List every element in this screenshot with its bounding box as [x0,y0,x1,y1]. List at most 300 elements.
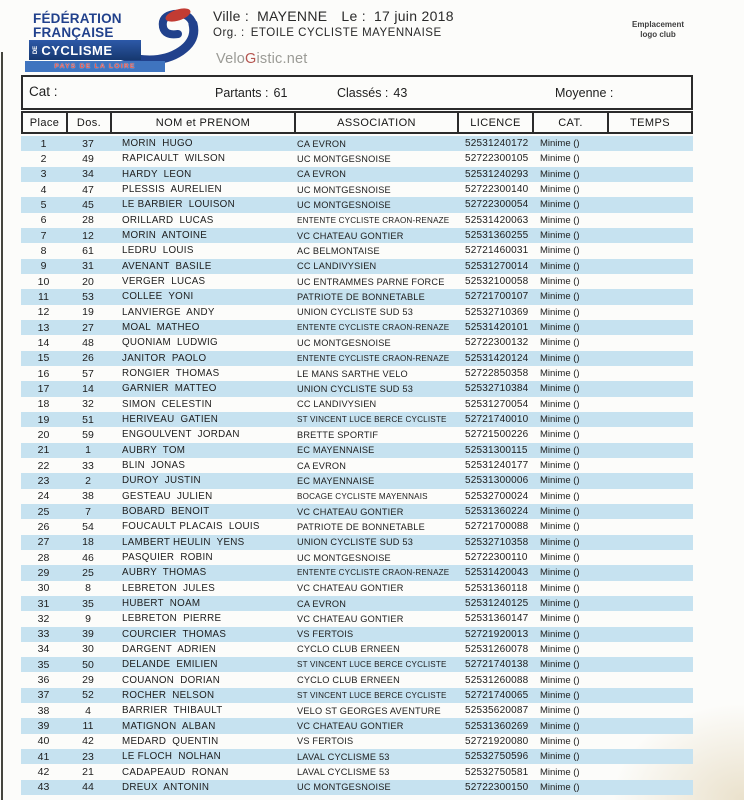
row-association: VC CHATEAU GONTIER [297,230,404,241]
row-licence: 52722300105 [465,153,529,165]
result-row [21,351,693,366]
row-dossard: 8 [85,582,91,595]
row-association: PATRIOTE DE BONNETABLE [297,521,425,532]
row-dossard: 12 [82,229,94,242]
row-category: Minime () [540,337,580,349]
row-name: AUBRY THOMAS [122,567,207,579]
result-row [21,397,693,412]
result-row [21,259,693,274]
row-place: 40 [37,735,50,748]
result-row [21,228,693,243]
row-name: DELANDE EMILIEN [122,659,218,671]
row-licence: 52721460031 [465,245,529,257]
date-label: Le : [341,8,366,24]
row-category: Minime () [540,552,580,564]
result-row [21,197,693,212]
row-association: PATRIOTE DE BONNETABLE [297,291,425,302]
row-name: LE FLOCH NOLHAN [122,751,221,763]
row-category: Minime () [540,352,580,364]
row-place: 22 [37,459,50,472]
row-dossard: 20 [82,275,94,288]
result-row [21,458,693,473]
row-place: 38 [37,704,50,717]
row-licence: 52532710358 [465,536,529,548]
row-licence: 52531420043 [465,567,529,579]
row-licence: 52531420124 [465,352,529,364]
velogistic-watermark: VeloGistic.net [216,51,308,67]
row-name: BARRIER THIBAULT [122,705,223,717]
row-dossard: 35 [82,597,94,610]
row-licence: 52531420101 [465,322,529,334]
row-licence: 52532710369 [465,306,529,318]
row-dossard: 42 [82,735,94,748]
row-category: Minime () [540,720,580,732]
row-dossard: 31 [82,260,94,273]
starters-value: 61 [273,86,288,100]
column-header-licence: LICENCE [457,111,532,134]
row-name: ENGOULVENT JORDAN [122,429,240,441]
row-category: Minime () [540,276,580,288]
result-row [21,519,693,534]
row-category: Minime () [540,383,580,395]
result-row [21,335,693,350]
club-logo-placeholder: Emplacement logo club [631,20,685,39]
row-association: CC LANDIVYSIEN [297,261,377,272]
result-row [21,734,693,749]
row-place: 17 [37,382,50,395]
row-name: MORIN HUGO [122,138,193,150]
row-category: Minime () [540,168,580,180]
finishers-value: 43 [393,86,408,100]
row-licence: 52531300006 [465,475,529,487]
result-row [21,274,693,289]
row-name: COURCIER THOMAS [122,628,227,640]
result-row [21,473,693,488]
row-place: 26 [37,520,50,533]
row-name: GESTEAU JULIEN [122,490,213,502]
row-dossard: 4 [85,704,91,717]
row-category: Minime () [540,781,580,793]
row-licence: 52532750596 [465,751,529,763]
result-row [21,565,693,580]
result-row [21,535,693,550]
result-row [21,427,693,442]
row-name: LEBRETON JULES [122,582,216,594]
row-place: 30 [37,582,50,595]
row-licence: 52721740010 [465,414,529,426]
column-header-dossard: Dos. [66,111,110,134]
row-category: Minime () [540,153,580,165]
result-row [21,688,693,703]
row-dossard: 39 [82,628,94,641]
date-value: 17 juin 2018 [373,8,454,24]
row-association: LAVAL CYCLISME 53 [297,767,390,778]
row-place: 12 [37,306,50,319]
row-category: Minime () [540,598,580,609]
row-place: 32 [37,612,50,625]
row-licence: 52531260078 [465,643,529,655]
result-row [21,489,693,504]
row-licence: 52531300115 [465,444,528,456]
row-dossard: 1 [85,444,91,457]
row-category: Minime () [540,705,580,717]
column-header-association: ASSOCIATION [294,111,457,134]
row-name: LE BARBIER LOUISON [122,199,235,211]
row-name: FOUCAULT PLACAIS LOUIS [122,521,260,533]
result-row [21,764,693,779]
row-place: 8 [40,244,47,257]
row-place: 16 [37,367,50,380]
row-place: 18 [37,398,50,411]
row-place: 41 [37,750,50,763]
logo-de-text: DE [33,45,40,55]
row-category: Minime () [540,766,580,778]
row-name: MORIN ANTOINE [122,230,208,242]
row-place: 31 [37,597,50,610]
category-label: Cat : [29,84,58,99]
row-place: 6 [40,214,47,227]
row-category: Minime () [540,628,580,640]
row-association: EC MAYENNAISE [297,445,375,456]
row-dossard: 53 [82,290,94,303]
row-licence: 52721920080 [465,735,529,747]
result-row [21,581,693,596]
row-dossard: 59 [82,428,94,441]
row-dossard: 9 [85,612,91,625]
result-row [21,289,693,304]
row-name: COUANON DORIAN [122,674,221,686]
row-association: ST VINCENT LUCE BERCE CYCLISTE [297,660,447,670]
row-name: DARGENT ADRIEN [122,643,217,655]
row-place: 23 [37,474,50,487]
row-category: Minime () [540,735,580,747]
ffc-logo [20,6,205,72]
row-place: 11 [38,290,49,303]
row-dossard: 45 [82,198,94,211]
row-licence: 52531360118 [465,582,528,594]
row-licence: 52721700107 [465,291,529,303]
city-date-line [213,8,454,24]
row-dossard: 2 [85,474,91,487]
row-dossard: 11 [82,720,94,733]
result-row [21,611,693,626]
row-association: UC ENTRAMMES PARNE FORCE [297,276,445,287]
row-place: 14 [37,336,50,349]
row-licence: 52721500226 [465,429,529,441]
row-name: LANVIERGE ANDY [122,306,215,318]
row-association: UNION CYCLISTE SUD 53 [297,383,414,394]
row-association: VC CHATEAU GONTIER [297,583,404,594]
row-licence: 52531360147 [465,613,529,625]
row-place: 5 [40,198,47,211]
result-row [21,366,693,381]
row-place: 4 [40,183,47,196]
row-category: Minime () [540,245,580,257]
row-name: SIMON CELESTIN [122,398,212,410]
row-name: DREUX ANTONIN [122,781,210,793]
row-dossard: 18 [82,536,94,549]
row-category: Minime () [540,199,580,211]
row-place: 34 [37,643,50,656]
row-dossard: 27 [82,321,94,334]
row-licence: 52722850358 [465,368,529,380]
row-association: ST VINCENT LUCE BERCE CYCLISTE [297,690,447,700]
row-name: GARNIER MATTEO [122,383,217,395]
row-association: UC MONTGESNOISE [297,552,391,563]
row-licence: 52531240177 [465,460,529,472]
row-dossard: 25 [82,566,94,579]
row-licence: 52721740065 [465,689,529,701]
row-place: 35 [37,658,50,671]
row-licence: 52722300150 [465,781,529,793]
row-name: ROCHER NELSON [122,689,215,701]
row-name: AVENANT BASILE [122,260,212,272]
row-dossard: 44 [82,781,94,794]
result-row [21,412,693,427]
row-dossard: 46 [82,551,94,564]
row-association: ENTENTE CYCLISTE CRAON-RENAZE [297,215,450,225]
row-category: Minime () [540,659,580,671]
result-row [21,780,693,795]
result-row [21,642,693,657]
row-category: Minime () [540,567,580,579]
row-association: LE MANS SARTHE VELO [297,368,408,379]
row-category: Minime () [540,291,580,303]
scan-edge-line [1,52,3,800]
row-licence: 52535620087 [465,705,529,717]
result-row [21,672,693,687]
row-place: 15 [37,352,50,365]
row-licence: 52721920013 [465,628,529,640]
row-category: Minime () [540,536,580,548]
result-row [21,627,693,642]
row-association: AC BELMONTAISE [297,245,380,256]
row-association: BOCAGE CYCLISTE MAYENNAIS [297,491,428,501]
row-licence: 52531260088 [465,674,529,686]
row-dossard: 32 [82,398,94,411]
row-category: Minime () [540,214,580,226]
row-dossard: 28 [82,214,94,227]
result-row [21,381,693,396]
result-row [21,657,693,672]
result-row [21,305,693,320]
row-association: CA EVRON [297,460,347,471]
row-place: 10 [37,275,50,288]
row-association: VC CHATEAU GONTIER [297,721,404,732]
summary-box [21,75,693,110]
row-licence: 52531270014 [465,260,529,272]
row-dossard: 51 [82,413,94,426]
row-place: 37 [37,689,50,702]
row-licence: 52531360224 [465,506,529,518]
row-place: 29 [37,566,50,579]
row-place: 2 [40,152,47,165]
row-name: PLESSIS AURELIEN [122,184,222,196]
result-row [21,182,693,197]
row-category: Minime () [540,138,580,150]
row-place: 42 [37,766,50,779]
row-place: 20 [37,428,50,441]
row-dossard: 7 [85,505,91,518]
organizer-value: ETOILE CYCLISTE MAYENNAISE [250,27,442,39]
row-association: VC CHATEAU GONTIER [297,613,404,624]
row-association: CA EVRON [297,138,347,149]
row-licence: 52532750581 [465,766,529,778]
row-association: UC MONTGESNOISE [297,337,391,348]
row-place: 21 [37,444,50,457]
row-name: PASQUIER ROBIN [122,552,213,564]
result-row [21,596,693,611]
organizer-line [213,27,442,39]
result-row [21,504,693,519]
result-row [21,320,693,335]
row-name: COLLEE YONI [122,291,194,303]
row-category: Minime () [540,460,580,472]
row-place: 19 [37,413,50,426]
row-category: Minime () [540,490,580,502]
starters-field: Partants : 61 [215,86,288,100]
results-table-body [21,136,693,795]
row-name: JANITOR PAOLO [122,352,207,364]
row-dossard: 61 [82,244,94,257]
row-place: 1 [40,137,47,150]
result-row [21,243,693,258]
row-licence: 52531240293 [465,168,529,180]
row-place: 43 [37,781,50,794]
row-dossard: 34 [82,168,94,181]
row-name: QUONIAM LUDWIG [122,337,218,349]
logo-region-text: PAYS DE LA LOIRE [54,63,136,70]
row-dossard: 50 [82,658,94,671]
row-name: RONGIER THOMAS [122,368,220,380]
row-association: EC MAYENNAISE [297,475,375,486]
result-row [21,718,693,733]
row-licence: 52531360255 [465,230,529,242]
row-association: BRETTE SPORTIF [297,429,379,440]
row-place: 28 [37,551,50,564]
result-row [21,136,693,151]
row-name: HARDY LEON [122,168,192,180]
row-association: UC MONTGESNOISE [297,199,391,210]
row-association: UC MONTGESNOISE [297,153,391,164]
row-place: 9 [40,260,47,273]
row-licence: 52532700024 [465,490,529,502]
result-row [21,213,693,228]
column-header-time: TEMPS [607,111,693,134]
row-place: 25 [37,505,50,518]
row-licence: 52722300140 [465,184,529,196]
column-header-place: Place [21,111,66,134]
row-category: Minime () [540,322,580,334]
row-name: VERGER LUCAS [122,276,206,288]
row-category: Minime () [540,368,580,380]
row-category: Minime () [540,414,580,426]
row-place: 13 [37,321,50,334]
row-dossard: 29 [82,674,94,687]
row-association: CA EVRON [297,169,347,180]
row-licence: 52532100058 [465,276,529,288]
logo-region-strip [25,61,165,72]
row-category: Minime () [540,306,580,318]
row-licence: 52531270054 [465,398,529,410]
row-place: 33 [37,628,50,641]
row-name: LEDRU LOUIS [122,245,194,257]
row-licence: 52722300054 [465,199,529,211]
row-association: VC CHATEAU GONTIER [297,506,404,517]
row-association: ENTENTE CYCLISTE CRAON-RENAZE [297,568,450,578]
row-category: Minime () [540,582,580,594]
finishers-field: Classés : 43 [337,86,408,100]
row-dossard: 14 [82,382,94,395]
row-name: RAPICAULT WILSON [122,153,226,165]
row-category: Minime () [540,751,580,763]
row-licence: 52532710384 [465,383,529,395]
result-row [21,749,693,764]
row-dossard: 49 [82,152,94,165]
result-row [21,550,693,565]
row-association: CYCLO CLUB ERNEEN [297,675,400,686]
row-dossard: 52 [82,689,94,702]
row-association: CA EVRON [297,598,347,609]
row-name: AUBRY TOM [122,444,186,456]
organizer-label: Org. : [213,27,245,39]
row-name: BOBARD BENOIT [122,506,210,518]
row-name: DUROY JUSTIN [122,475,201,487]
row-name: ORILLARD LUCAS [122,214,214,226]
results-table-header [21,111,693,134]
row-dossard: 19 [82,306,94,319]
row-category: Minime () [540,674,580,686]
row-association: VS FERTOIS [297,736,354,747]
logo-cyclisme-text: CYCLISME [41,42,113,58]
row-category: Minime () [540,613,580,625]
row-name: LEBRETON PIERRE [122,613,222,625]
row-association: VS FERTOIS [297,629,354,640]
row-category: Minime () [540,260,580,272]
row-licence: 52721740138 [465,659,529,671]
row-place: 7 [40,229,47,242]
row-dossard: 33 [82,459,94,472]
row-name: BLIN JONAS [122,460,186,472]
row-name: MATIGNON ALBAN [122,720,216,732]
row-place: 39 [37,720,50,733]
result-row [21,151,693,166]
row-licence: 52531420063 [465,214,529,226]
row-licence: 52722300110 [465,552,528,564]
row-association: CC LANDIVYSIEN [297,399,377,410]
row-association: LAVAL CYCLISME 53 [297,751,390,762]
row-category: Minime () [540,643,580,655]
row-place: 27 [37,536,50,549]
row-dossard: 21 [82,766,94,779]
row-association: CYCLO CLUB ERNEEN [297,644,400,655]
row-association: ENTENTE CYCLISTE CRAON-RENAZE [297,353,450,363]
row-place: 3 [40,168,47,181]
row-category: Minime () [540,230,580,242]
row-dossard: 37 [82,137,94,150]
row-category: Minime () [540,506,580,518]
result-row [21,443,693,458]
row-association: VELO ST GEORGES AVENTURE [297,705,441,716]
row-association: ST VINCENT LUCE BERCE CYCLISTE [297,415,447,425]
row-licence: 52531360269 [465,720,529,732]
row-association: UC MONTGESNOISE [297,782,391,793]
result-row [21,703,693,718]
row-name: HERIVEAU GATIEN [122,414,219,426]
logo-federation-text: FÉDÉRATION FRANÇAISE [33,11,122,40]
row-category: Minime () [540,689,580,701]
row-dossard: 23 [82,750,94,763]
